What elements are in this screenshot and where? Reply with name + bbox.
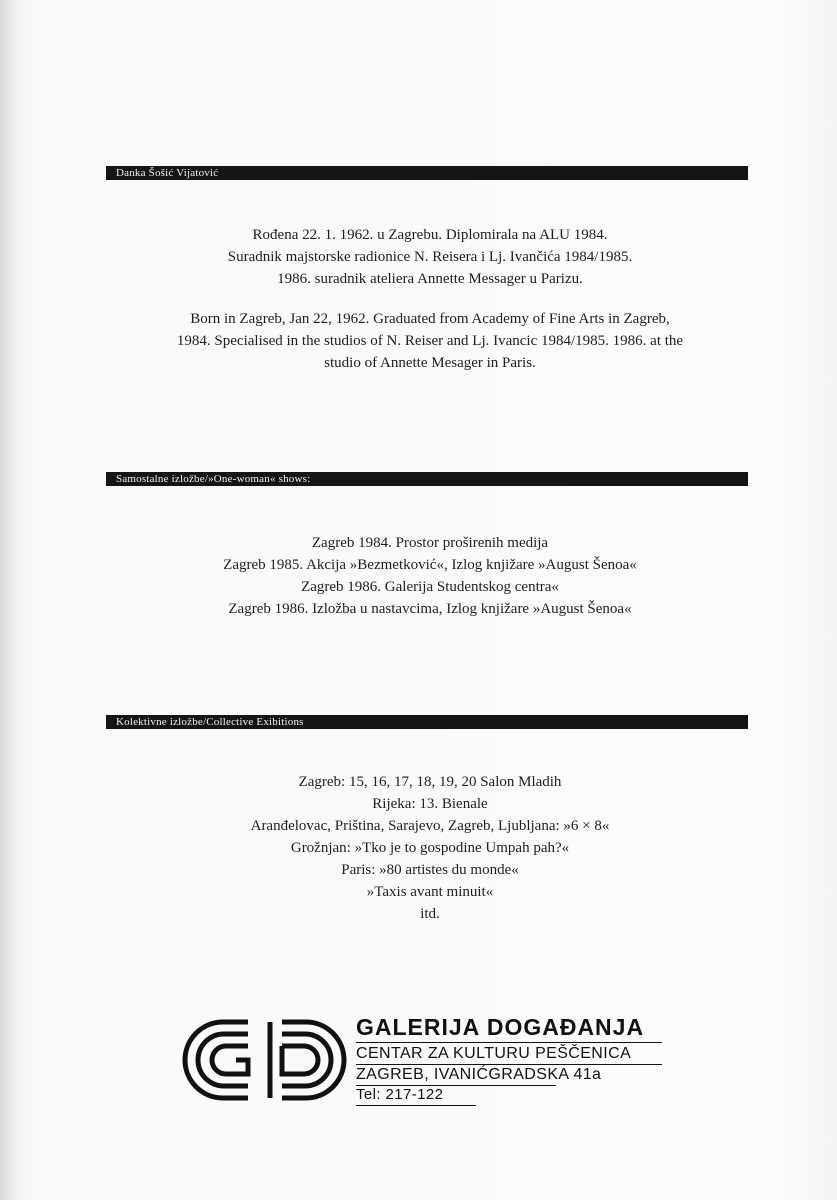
bio-english-line: studio of Annette Mesager in Paris. (324, 355, 536, 371)
group-item: Paris: »80 artistes du monde« (341, 862, 519, 878)
solo-item: Zagreb 1984. Prostor proširenih medija (311, 535, 549, 551)
logo-name: GALERIJA DOGAĐANJA (356, 1014, 645, 1040)
bio-croatian-line: Suradnik majstorske radionice N. Reisera i Lj. Ivančića 1984/1985. (227, 249, 633, 265)
group-list (100, 771, 760, 925)
solo-heading-bar (106, 472, 748, 486)
logo-rule (356, 1105, 476, 1106)
group-heading: Kolektivne izložbe/Collective Exibitions (116, 716, 304, 728)
solo-item: Zagreb 1985. Akcija »Bezmetković«, Izlog knjižare »August Šenoa« (223, 557, 637, 573)
bio-english-line: Born in Zagreb, Jan 22, 1962. Graduated from Academy of Fine Arts in Zagreb, (190, 311, 670, 327)
group-item: itd. (420, 906, 440, 922)
solo-list (100, 532, 760, 620)
bio-croatian-line: 1986. suradnik ateliera Annette Messager u Parizu. (277, 271, 583, 287)
solo-item: Zagreb 1986. Galerija Studentskog centra« (301, 579, 559, 595)
bio-text (100, 224, 760, 374)
logo-rule (356, 1064, 662, 1065)
group-item: Zagreb: 15, 16, 17, 18, 19, 20 Salon Mladih (298, 774, 562, 790)
logo-rule (356, 1042, 662, 1043)
logo-subtitle: CENTAR ZA KULTURU PEŠČENICA (356, 1045, 632, 1062)
group-item: Rijeka: 13. Bienale (372, 796, 488, 812)
group-item: Grožnjan: »Tko je to gospodine Umpah pah?« (290, 840, 570, 856)
bio-croatian-line: Rođena 22. 1. 1962. u Zagrebu. Diplomirala na ALU 1984. (252, 227, 608, 243)
bio-heading-bar (106, 166, 748, 180)
bio-english-line: 1984. Specialised in the studios of N. Reiser and Lj. Ivancic 1984/1985. 1986. at the (176, 333, 684, 349)
solo-heading: Samostalne izložbe/»One-woman« shows: (116, 473, 311, 485)
logo-address: ZAGREB, IVANIĆGRADSKA 41a (356, 1066, 602, 1083)
bio-heading: Danka Šošić Vijatović (116, 167, 219, 179)
group-item: Aranđelovac, Priština, Sarajevo, Zagreb, Ljubljana: »6 × 8« (250, 818, 610, 834)
group-item: »Taxis avant minuit« (366, 884, 494, 900)
solo-item: Zagreb 1986. Izložba u nastavcima, Izlog knjižare »August Šenoa« (228, 601, 632, 617)
logo-phone: Tel: 217-122 (356, 1086, 444, 1103)
group-heading-bar (106, 715, 748, 729)
